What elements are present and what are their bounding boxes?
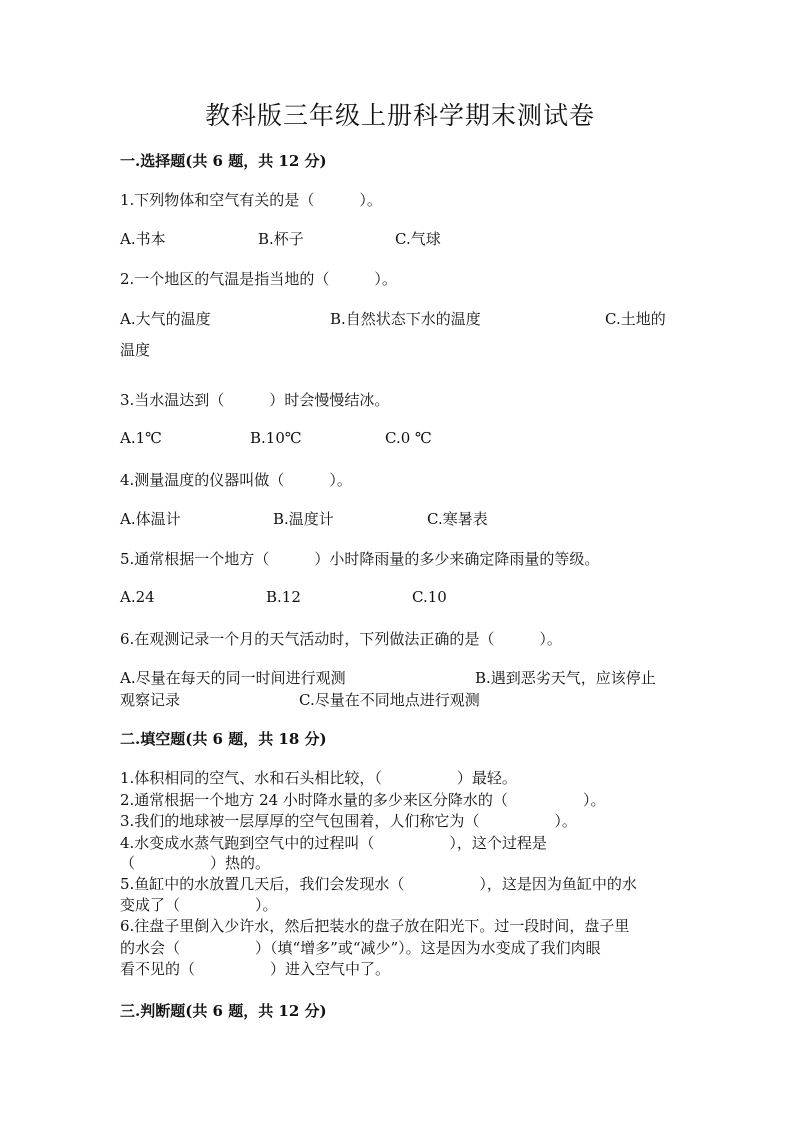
question-6-option-c: C.尽量在不同地点进行观测 [299,691,480,709]
question-1-option-a: A.书本 [120,230,166,248]
question-1-stem: 1.下列物体和空气有关的是（ ）。 [120,191,382,209]
question-3-option-a: A.1℃ [120,429,162,447]
question-4-option-a: A.体温计 [120,510,181,528]
question-4-option-c: C.寒暑表 [427,510,488,528]
question-6-option-b-continued: 观察记录 [120,691,181,709]
question-3-option-c: C.0 ℃ [385,429,432,447]
question-2-stem: 2.一个地区的气温是指当地的（ ）。 [120,270,397,288]
question-6-stem: 6.在观测记录一个月的天气活动时，下列做法正确的是（ ）。 [120,630,562,648]
section-judge-heading: 三.判断题(共 6 题，共 12 分) [120,1002,327,1020]
question-6-option-a: A.尽量在每天的同一时间进行观测 [120,669,346,687]
question-5-stem: 5.通常根据一个地方（ ）小时降雨量的多少来确定降雨量的等级。 [120,550,600,568]
section-choice-heading: 一.选择题(共 6 题，共 12 分) [120,152,327,170]
question-3-stem: 3.当水温达到（ ）时会慢慢结冰。 [120,391,390,409]
question-4-stem: 4.测量温度的仪器叫做（ ）。 [120,471,352,489]
question-2-option-c-continued: 温度 [120,341,151,359]
question-1-option-b: B.杯子 [258,230,304,248]
fill-line-10: 看不见的（ ）进入空气中了。 [120,960,391,978]
question-5-option-b: B.12 [266,588,301,606]
question-5-option-a: A.24 [120,588,155,606]
fill-line-7: 变成了（ ）。 [120,896,278,914]
question-4-option-b: B.温度计 [273,510,334,528]
fill-line-5: （ ）热的。 [120,854,271,872]
question-2-option-a: A.大气的温度 [120,310,211,328]
question-2-option-b: B.自然状态下水的温度 [330,310,481,328]
question-1-option-c: C.气球 [395,230,441,248]
question-5-option-c: C.10 [412,588,447,606]
fill-line-2: 2.通常根据一个地方 24 小时降水量的多少来区分降水的（ ）。 [120,791,606,809]
fill-line-8: 6.往盘子里倒入少许水，然后把装水的盘子放在阳光下。过一段时间，盘子里 [120,917,630,935]
fill-line-3: 3.我们的地球被一层厚厚的空气包围着，人们称它为（ ）。 [120,812,577,830]
question-2-option-c: C.土地的 [605,310,666,328]
fill-line-6: 5.鱼缸中的水放置几天后，我们会发现水（ ），这是因为鱼缸中的水 [120,875,637,893]
question-6-option-b: B.遇到恶劣天气，应该停止 [475,669,656,687]
fill-line-1: 1.体积相同的空气、水和石头相比较，（ ）最轻。 [120,769,517,787]
page-title: 教科版三年级上册科学期末测试卷 [204,101,595,130]
question-3-option-b: B.10℃ [250,429,302,447]
fill-line-4: 4.水变成水蒸气跑到空气中的过程叫（ ），这个过程是 [120,834,547,852]
fill-line-9: 的水会（ ）（填“增多”或“减少”）。这是因为水变成了我们肉眼 [120,939,601,957]
section-fill-heading: 二.填空题(共 6 题，共 18 分) [120,730,327,748]
